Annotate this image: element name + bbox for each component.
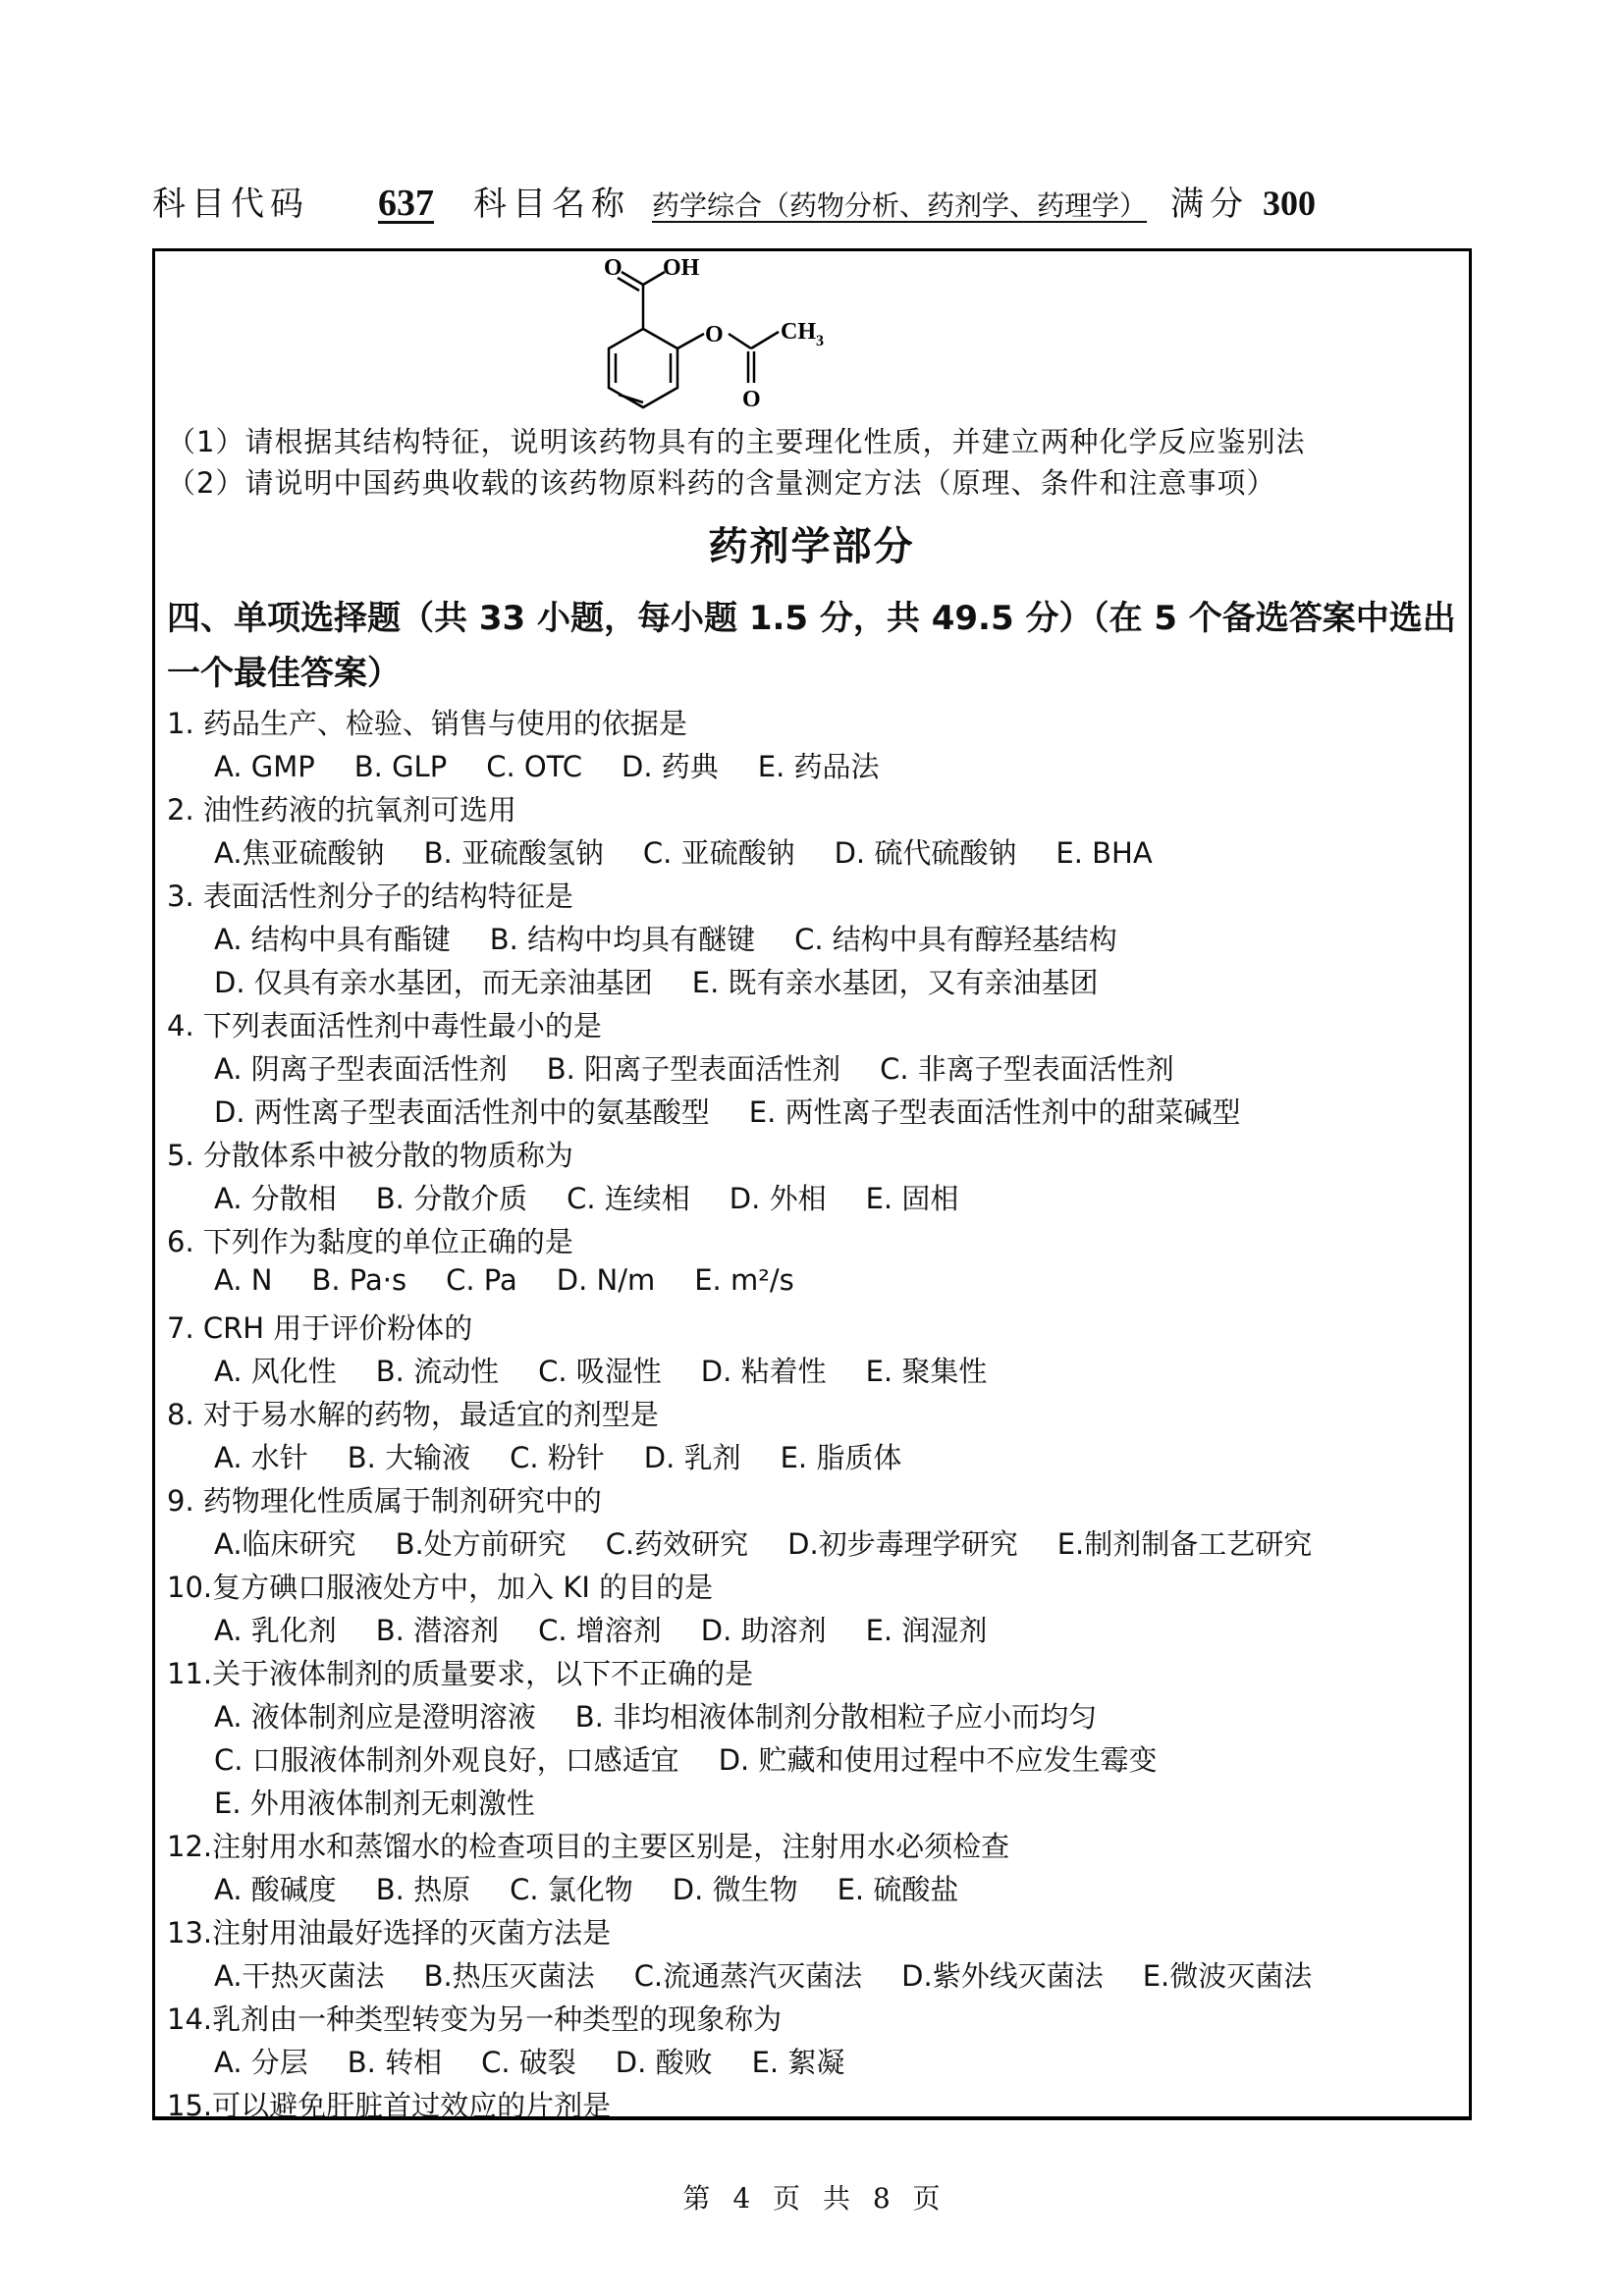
carbonyl-o-label: O <box>604 255 622 281</box>
answer-option: E. 药品法 <box>757 750 880 783</box>
option-row <box>214 1782 574 1822</box>
answer-option: D. 助溶剂 <box>700 1614 827 1647</box>
question-stem: 4. 下列表面活性剂中毒性最小的是 <box>167 1009 602 1042</box>
option-row <box>214 1436 941 1476</box>
question-stem: 9. 药物理化性质属于制剂研究中的 <box>167 1484 602 1518</box>
answer-option: D.初步毒理学研究 <box>787 1527 1018 1561</box>
question-stem: 3. 表面活性剂分子的结构特征是 <box>167 880 573 913</box>
question-stem: 11.关于液体制剂的质量要求，以下不正确的是 <box>167 1657 754 1690</box>
answer-option: C. 亚硫酸钠 <box>642 836 795 870</box>
answer-option: A. 阴离子型表面活性剂 <box>214 1052 508 1086</box>
answer-option: D. 粘着性 <box>700 1355 827 1388</box>
question-stem: 5. 分散体系中被分散的物质称为 <box>167 1139 573 1172</box>
answer-option: D. 两性离子型表面活性剂中的氨基酸型 <box>214 1095 710 1129</box>
option-row <box>214 1695 1136 1735</box>
answer-option: B. 结构中均具有醚键 <box>489 923 756 956</box>
option-row <box>214 1091 1280 1131</box>
hydroxyl-label: OH <box>663 255 700 281</box>
answer-option: E.制剂制备工艺研究 <box>1056 1527 1313 1561</box>
answer-option: C. 口服液体制剂外观良好，口感适宜 <box>214 1743 679 1777</box>
answer-option: A. GMP <box>214 750 315 783</box>
ester-o-label: O <box>705 322 724 347</box>
answer-option: D. 药典 <box>621 750 719 783</box>
aspirin-structure-diagram <box>574 245 869 412</box>
methyl-subscript: 3 <box>816 333 824 349</box>
option-row <box>214 1609 1026 1649</box>
option-row <box>214 1047 1214 1088</box>
question-stem: 14.乳剂由一种类型转变为另一种类型的现象称为 <box>167 2002 783 2036</box>
answer-option: B. 大输液 <box>347 1441 471 1474</box>
answer-option: C. 增溶剂 <box>538 1614 662 1647</box>
answer-option: E. 润湿剂 <box>865 1614 988 1647</box>
answer-option: D. 微生物 <box>672 1873 798 1906</box>
answer-option: C. 粉针 <box>510 1441 605 1474</box>
option-row <box>214 961 1138 1001</box>
answer-option: C. Pa <box>446 1263 517 1297</box>
answer-option: C. 结构中具有醇羟基结构 <box>794 923 1117 956</box>
answer-option: B. 分散介质 <box>375 1182 528 1215</box>
answer-option: C. 非离子型表面活性剂 <box>880 1052 1174 1086</box>
answer-option: A. 液体制剂应是澄明溶液 <box>214 1700 536 1734</box>
subject-code-label: 科目代码 <box>152 185 309 224</box>
full-score: 300 <box>1263 184 1317 223</box>
answer-option: B. 流动性 <box>375 1355 500 1388</box>
answer-option: A. 水针 <box>214 1441 308 1474</box>
option-row <box>214 918 1157 958</box>
answer-option: E. 外用液体制剂无刺激性 <box>214 1787 535 1820</box>
answer-option: E. 聚集性 <box>865 1355 988 1388</box>
answer-option: D. 外相 <box>729 1182 827 1215</box>
question-stem: 8. 对于易水解的药物，最适宜的剂型是 <box>167 1398 659 1431</box>
answer-option: C.流通蒸汽灭菌法 <box>633 1959 863 1993</box>
question-stem: 1. 药品生产、检验、销售与使用的依据是 <box>167 707 687 740</box>
answer-option: B. 亚硫酸氢钠 <box>423 836 604 870</box>
question-stem: 2. 油性药液的抗氧剂可选用 <box>167 793 516 827</box>
answer-option: B. 非均相液体制剂分散相粒子应小而均匀 <box>574 1700 1098 1734</box>
subject-name-label: 科目名称 <box>473 185 630 224</box>
option-row <box>214 745 919 785</box>
answer-option: A. 结构中具有酯键 <box>214 923 451 956</box>
answer-option: B.处方前研究 <box>395 1527 567 1561</box>
answer-option: C. 氯化物 <box>510 1873 633 1906</box>
answer-option: D. 硫代硫酸钠 <box>834 836 1017 870</box>
answer-option: B.热压灭菌法 <box>423 1959 595 1993</box>
answer-option: E. 硫酸盐 <box>837 1873 959 1906</box>
answer-option: D. 乳剂 <box>643 1441 741 1474</box>
answer-option: A. 分层 <box>214 2046 308 2079</box>
analysis-question-2: （2）请说明中国药典收载的该药物原料药的含量测定方法（原理、条件和注意事项） <box>167 466 1276 500</box>
answer-option: B. 转相 <box>347 2046 443 2079</box>
answer-option: E. m²/s <box>694 1263 794 1297</box>
question-stem: 13.注射用油最好选择的灭菌方法是 <box>167 1916 612 1949</box>
question-stem: 7. CRH 用于评价粉体的 <box>167 1311 473 1345</box>
answer-option: D. N/m <box>556 1263 656 1297</box>
answer-option: A.干热灭菌法 <box>214 1959 385 1993</box>
option-row <box>214 1350 1026 1390</box>
option-row <box>214 1522 1351 1563</box>
answer-option: B. 阳离子型表面活性剂 <box>546 1052 841 1086</box>
answer-option: E. 絮凝 <box>751 2046 845 2079</box>
carbonyl-o-bottom-label: O <box>742 387 761 412</box>
analysis-question-1: （1）请根据其结构特征，说明该药物具有的主要理化性质，并建立两种化学反应鉴别法 <box>167 425 1306 458</box>
answer-option: B. Pa·s <box>311 1263 407 1297</box>
answer-option: A.临床研究 <box>214 1527 356 1561</box>
subject-code: 637 <box>378 183 434 224</box>
answer-option: D. 酸败 <box>615 2046 713 2079</box>
methyl-label: CH <box>781 319 816 345</box>
answer-option: D.紫外线灭菌法 <box>901 1959 1104 1993</box>
option-row <box>214 2041 884 2081</box>
answer-option: E.微波灭菌法 <box>1142 1959 1313 1993</box>
question-stem: 12.注射用水和蒸馏水的检查项目的主要区别是，注射用水必须检查 <box>167 1830 1010 1863</box>
answer-option: E. 脂质体 <box>780 1441 902 1474</box>
option-row <box>214 1738 1196 1779</box>
answer-option: A. 乳化剂 <box>214 1614 337 1647</box>
option-row <box>214 1177 998 1217</box>
answer-option: D. 贮藏和使用过程中不应发生霉变 <box>718 1743 1158 1777</box>
section-heading: 四、单项选择题（共 33 小题，每小题 1.5 分，共 49.5 分）（在 5 个备选答案中选出一个最佳答案） <box>167 599 1456 693</box>
answer-option: E. BHA <box>1055 836 1153 870</box>
option-row <box>214 1263 834 1297</box>
question-stem: 6. 下列作为黏度的单位正确的是 <box>167 1225 573 1258</box>
answer-option: B. GLP <box>353 750 448 783</box>
exam-header <box>152 177 1478 236</box>
full-score-label: 满分 <box>1170 185 1250 224</box>
answer-option: A.焦亚硫酸钠 <box>214 836 385 870</box>
question-stem: 15.可以避免肝脏首过效应的片剂是 <box>167 2089 612 2122</box>
answer-option: C. 破裂 <box>481 2046 576 2079</box>
answer-option: C. OTC <box>486 750 582 783</box>
answer-option: A. 风化性 <box>214 1355 337 1388</box>
option-row <box>214 831 1192 872</box>
answer-option: D. 仅具有亲水基团，而无亲油基团 <box>214 966 653 999</box>
answer-option: A. 分散相 <box>214 1182 337 1215</box>
section-title: 药剂学部分 <box>708 524 915 569</box>
answer-option: E. 两性离子型表面活性剂中的甜菜碱型 <box>748 1095 1241 1129</box>
page-number: 第 4 页 共 8 页 <box>682 2182 941 2215</box>
option-row <box>214 1954 1351 1995</box>
answer-option: B. 潜溶剂 <box>375 1614 500 1647</box>
option-row <box>214 1868 998 1908</box>
answer-option: B. 热原 <box>375 1873 471 1906</box>
subject-name: 药学综合（药物分析、药剂学、药理学） <box>652 189 1148 222</box>
answer-option: A. 酸碱度 <box>214 1873 337 1906</box>
question-stem: 10.复方碘口服液处方中，加入 KI 的目的是 <box>167 1571 714 1604</box>
answer-option: C. 吸湿性 <box>538 1355 662 1388</box>
answer-option: E. 固相 <box>865 1182 959 1215</box>
answer-option: C.药效研究 <box>605 1527 749 1561</box>
answer-option: E. 既有亲水基团，又有亲油基团 <box>691 966 1099 999</box>
answer-option: C. 连续相 <box>567 1182 690 1215</box>
answer-option: A. N <box>214 1263 273 1297</box>
